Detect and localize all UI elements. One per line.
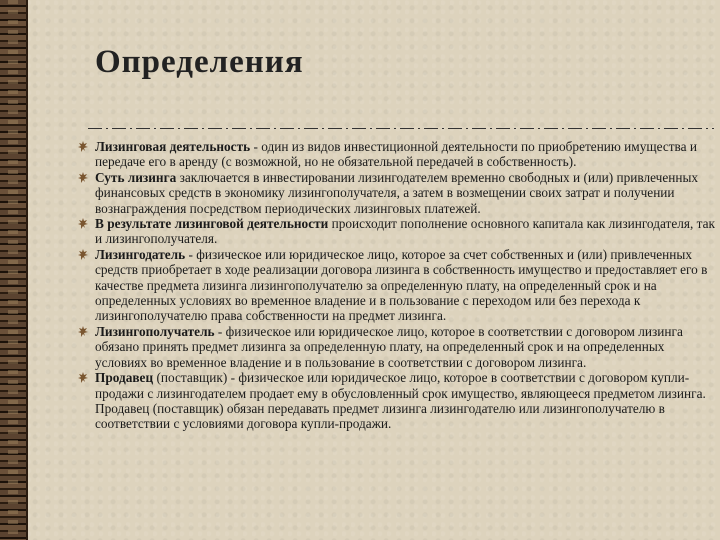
- definition: - физическое или юридическое лицо, которое в соответствии с договором лизинга обязано принять предмет лизинга за определенную плату, на определенный срок и на определенных условиях во временное владение и в пользование в соответствии с договором лизинга.: [95, 323, 683, 370]
- definition: заключается в инвестировании лизингодателем временно свободных и (или) привлеченных финансовых средств в экономику лизингополучателя, а затем в возмещении своих затрат и получении вознаграждения посредством периодических лизинговых платежей.: [95, 169, 699, 216]
- flourish-bullet-icon: [78, 372, 88, 383]
- flourish-bullet-icon: [78, 218, 88, 229]
- term: Лизингодатель: [95, 246, 186, 262]
- term: Лизинговая деятельность: [95, 139, 251, 154]
- term: Лизингополучатель: [95, 323, 215, 339]
- definition: - физическое или юридическое лицо, которое за счет собственных и (или) привлеченных средств приобретает в ходе реализации договора лизинга в собственность имущество и предоставляет его в качестве предмета лизинга лизингополучателю за определенную плату, на определенный срок и на определенных условиях во временное владение и в пользование с переходом или без перехода к лизингополучателю права собственности на предмет лизинга.: [95, 246, 708, 324]
- definition: - один из видов инвестиционной деятельности по приобретению имущества и передаче его в аренду (с возможной, но не обязательной передачей в собственность).: [95, 139, 697, 170]
- flourish-bullet-icon: [78, 172, 88, 183]
- decorative-chain-border: [0, 0, 28, 540]
- term: В результате лизинговой деятельности: [95, 216, 329, 232]
- definition: (поставщик) - физическое или юридическое лицо, которое в соответствии с договором купли-продажи с лизингодателем продает ему в обусловленный срок имущество, являющееся предметом лизинга. Продавец (поставщик) обязан передавать предмет лизинга лизингодателю или лизингополучателю в соответствии с условиями договора купли-продажи.: [95, 370, 706, 432]
- slide-title: Определения: [95, 44, 304, 80]
- list-item: [78, 170, 716, 216]
- list-item: [78, 247, 716, 324]
- definition: происходит пополнение основного капитала как лизингодателя, так и лизингополучателя.: [95, 216, 715, 247]
- title-divider: [88, 124, 714, 132]
- flourish-bullet-icon: [78, 249, 88, 260]
- list-item: [78, 139, 716, 170]
- term: Продавец: [95, 370, 154, 386]
- flourish-bullet-icon: [78, 326, 88, 337]
- definitions-list: [78, 139, 716, 432]
- list-item: [78, 216, 716, 247]
- list-item: [78, 370, 716, 432]
- term: Суть лизинга: [95, 169, 177, 185]
- list-item: [78, 324, 716, 370]
- flourish-bullet-icon: [78, 141, 88, 152]
